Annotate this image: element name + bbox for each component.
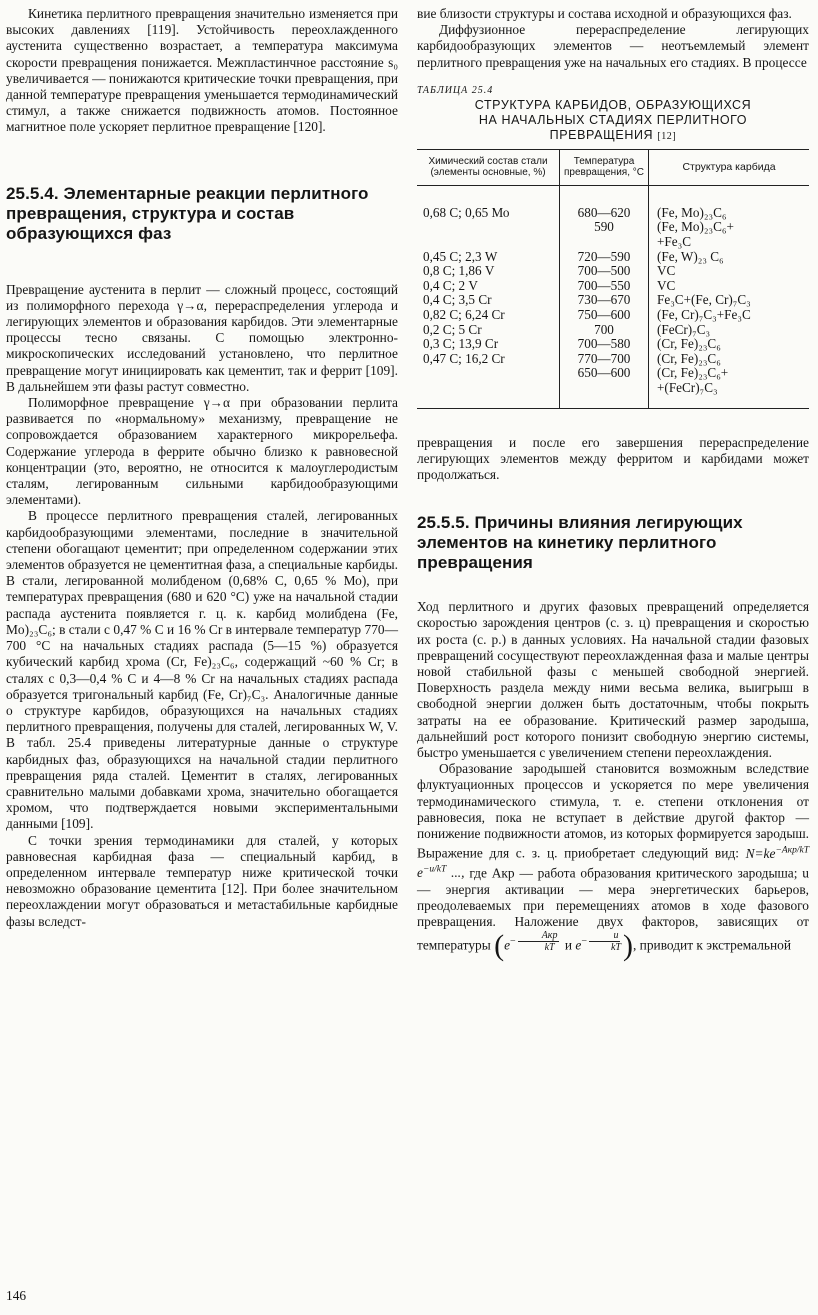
paragraph-austenite-to-pearlite: Превращение аустенита в перлит — сложный процесс, состоящий из полиморфного перехода γ→α, перераспределения углерода и легирующих элементов и образования карбидов. Эти элементарные процессы тесно связаны. С помощью электронно-микроскопических исследований установлено, что перлитное превращение могут инициировать как цементит, так и феррит [109]. В дальнейшем эти фазы растут совместно. bbox=[6, 281, 398, 394]
table-column-temperature bbox=[560, 185, 649, 408]
table-cell: 700—580 bbox=[577, 336, 631, 352]
table-cell: 730—670 bbox=[577, 292, 631, 308]
table-cell: VC bbox=[657, 277, 676, 293]
carbide-structure-table bbox=[417, 149, 809, 409]
formula-dots: ..., bbox=[451, 865, 465, 881]
table-label: ТАБЛИЦА 25.4 bbox=[417, 84, 494, 96]
formula-e: e bbox=[417, 865, 423, 881]
table-cell: (Cr, Fe)₂₃C₆ bbox=[657, 336, 721, 352]
fraction-u-kt bbox=[589, 930, 621, 953]
formula-exponent-1: −Aкр/kT bbox=[775, 845, 809, 856]
table-column-composition bbox=[417, 185, 560, 408]
nucleation-text-a: Образование зародышей становится возможным вследствие флуктуационных процессов и ускоряется по мере увеличения термодинамического стимула, т. е. степени отклонения от равновесия, пока не вступает в действие другой фактор — понижение подвижности атомов, из которых формируется зародыш. Выражение для с. з. ц. приобретает следующий bbox=[417, 761, 809, 861]
table-cell bbox=[423, 235, 555, 250]
paragraph-nucleation-rate: Ход перлитного и других фазовых превращений определяется скоростью зарождения центров (с. з. ц) превращения и скоростью их роста (с. р.) в данных условиях. На начальной стадии фазовых превращений сосуществуют переохлажденная фаза и малые центры новой стабильной фазы с меньшей свободной энергией. Поверхность раздела между ними весьма велика, выигрыш в свободной энергии должен быть достаточным, чтобы покрыть затраты на ее образование. Критический размер зародыша, дальнейший рост которого понизит свободную энергию системы, быстро уменьшается с увеличением степени переохлаждения. bbox=[417, 599, 809, 760]
right-paren: ) bbox=[622, 929, 633, 963]
table-cell: 720—590 bbox=[577, 248, 631, 264]
table-cell: 0,8 С; 1,86 V bbox=[423, 263, 495, 279]
table-title-line-2: НА НАЧАЛЬНЫХ СТАДИЯХ ПЕРЛИТНОГО bbox=[478, 112, 748, 127]
paragraph-nucleation-formula: Образование зародышей становится возможным вследствие флуктуационных процессов и ускоряется по мере увеличения термодинамического стимула, т. е. степени отклонения от равновесия, пока не вступает в действие другой фактор — понижение подвижности атомов, из которых формируется зародыш. Выражение для с. з. ц. приобретает следующий вид: $N=ke^{-Aкр/kT}$ $e^{-u/kT}$ ..., где Aкр — работа образования критического зародыша; u — энергия активации — мера энергетических барьеров, преодолеваемых при перемещениях атомов в ходе фазового превращения. Наложение двух факторов, зависящих от температуры ($e^{- \frac{\text{Aкр}}{kT}}$ и $e^{- \frac{u}{kT}}$ ), приводит к экстремальной bbox=[417, 761, 809, 963]
table-header-temperature: Температура превращения, °С bbox=[560, 149, 649, 185]
table-cell: 770—700 bbox=[577, 350, 631, 366]
table-cell bbox=[423, 366, 555, 381]
left-paren: ( bbox=[494, 929, 505, 963]
table-cell: +(FeCr)₇C₃ bbox=[657, 379, 718, 395]
formula-n: N=ke bbox=[745, 845, 776, 861]
fraction-numerator: u bbox=[589, 930, 620, 942]
paragraph-continuation: вие близости структуры и состава исходной и образующихся фаз. bbox=[417, 6, 792, 21]
fraction-akr-kt bbox=[518, 930, 560, 953]
fraction-numerator: Aкр bbox=[518, 930, 560, 942]
table-cell: 0,4 С; 2 V bbox=[423, 277, 478, 293]
table-cell bbox=[423, 220, 555, 235]
page-number: 146 bbox=[6, 1288, 27, 1303]
paragraph-diffusion-redistribution: Диффузионное перераспределение легирующих карбидообразующих элементов — неотъемлемый элемент перлитного превращения уже на начальных его стадиях. В процессе bbox=[417, 22, 809, 70]
section-heading-25-5-4: 25.5.4. Элементарные реакции перлитного превращения, структура и состав образующихся фаз bbox=[6, 183, 369, 243]
right-column bbox=[417, 6, 809, 961]
table-header-carbide-structure: Структура карбида bbox=[649, 149, 810, 185]
formula-exponent-2: −u/kT bbox=[422, 864, 447, 875]
paragraph-carbide-alloying: В процессе перлитного превращения сталей, легированных карбидообразующими элементами, последние в значительной степени обогащают цементит; при определенном содержании этих элементов образуется не цементитная фаза, а специальные карбиды. В стали, легированной молибденом (0,68% С, 0,65 % Мо), при температурах превращения (680 и 620 °С) уже на начальной стадии распада аустенита появляется г. ц. к. карбид молибдена (Fe, Mo)₂₃C₆; в стали с 0,47 % С и 16 % Cr в интервале температур 770—700 °С на начальных стадиях распада (5—15 %) образуется кубический карбид хрома (Cr, Fe)₂₃C₆, содержащий ~60 % Cr; в сталях с 0,3—0,4 % С и 4—8 % Cr на начальных стадиях распада образуется тригональный карбид (Fe, Cr)₇C₃. Аналогичные данные о структуре карбидов, образующихся на начальных стадиях перлитного превращения, получены для сталей, легированных W, V. В табл. 25.4 приведены литературные данные о структуре карбидных фаз, образующихся на начальной стадии перлитного превращения ряда сталей. Цементит в сталях, легированных сравнительно малыми добавками хрома, значительно обогащается хромом, что подтверждается новыми экспериментальными данными [109]. bbox=[6, 508, 398, 832]
table-cell: 0,2 С; 5 Cr bbox=[423, 321, 482, 337]
table-cell: 0,82 С; 6,24 Cr bbox=[423, 306, 505, 322]
paragraph-thermodynamics: С точки зрения термодинамики для сталей, у которых равновесная карбидная фаза — специальный карбид, в определенном интервале температур ниже критической точки невозможно образование цементита [12]. При более значительном переохлаждении могут образоваться и метастабильные карбидные фазы вследст- bbox=[6, 832, 398, 929]
fraction-denominator: kT bbox=[610, 942, 621, 954]
table-cell: (Fe, W)₂₃ C₆ bbox=[657, 248, 724, 264]
table-cell: 700—550 bbox=[577, 277, 631, 293]
table-header-composition: Химический состав стали (элементы основные, %) bbox=[417, 149, 560, 185]
left-column bbox=[6, 6, 398, 930]
table-cell: (Cr, Fe)₂₃C₆+ bbox=[657, 365, 729, 381]
table-cell: (Fe, Mo)₂₃C₆ bbox=[657, 204, 727, 220]
table-cell: Fe₃C+(Fe, Cr)₇C₃ bbox=[657, 292, 751, 308]
word-and: и bbox=[564, 937, 573, 953]
paragraph-after-table: превращения и после его завершения перераспределение легирующих элементов между ферритом и карбидами может продолжаться. bbox=[417, 434, 809, 482]
table-cell bbox=[562, 235, 646, 250]
table-cell: 0,4 С; 3,5 Cr bbox=[423, 292, 492, 308]
table-cell: (Cr, Fe)₂₃C₆ bbox=[657, 350, 721, 366]
nucleation-text-c: , приводит к экстремальной bbox=[632, 937, 792, 953]
table-reference: [12] bbox=[657, 130, 677, 142]
table-cell: 700—500 bbox=[577, 263, 631, 279]
table-cell: (Fe, Cr)₇C₃+Fe₃C bbox=[657, 306, 751, 322]
table-cell: 700 bbox=[594, 321, 614, 337]
table-row bbox=[417, 185, 809, 408]
table-cell: (Fe, Mo)₂₃C₆+ bbox=[657, 219, 734, 235]
table-cell: 680—620 bbox=[577, 204, 631, 220]
table-cell: +Fe₃C bbox=[657, 234, 692, 249]
table-cell: 0,47 С; 16,2 Cr bbox=[423, 350, 505, 366]
paragraph-polymorphic-transformation: Полиморфное превращение γ→α при образовании перлита развивается по «нормальному» механизму, превращение не сопровождается образованием характерного микрорельефа. Содержание углерода в феррите обычно близко к равновесной концентрации (это, вероятно, не относится к малоуглеродистым сталям, легированным сильными карбидообразующими элементами). bbox=[6, 395, 398, 508]
table-title-line-3: ПРЕВРАЩЕНИЯ bbox=[549, 127, 654, 142]
table-cell: VC bbox=[657, 263, 676, 279]
paragraph-kinetics-pressure: Кинетика перлитного превращения значительно изменяется при высоких давлениях [119]. Устойчивость переохлажденного аустенита существенно возрастает, а температура максимума скорости превращения понижается. Межпластинчное расстояние s₀ увеличивается — понижаются критические точки превращения, при данной температуре превращения уменьшается термодинамический стимул, а также снижается подвижность атомов. Постоянное магнитное поле ускоряет перлитное превращение [120]. bbox=[6, 6, 398, 135]
fraction-denominator: kT bbox=[544, 942, 555, 954]
table-cell: (FeCr)₇C₃ bbox=[657, 321, 711, 337]
table-title bbox=[417, 98, 809, 144]
word-vid: вид: bbox=[714, 845, 739, 861]
table-cell bbox=[562, 381, 646, 396]
table-title-line-1: СТРУКТУРА КАРБИДОВ, ОБРАЗУЮЩИХСЯ bbox=[474, 97, 752, 112]
table-cell: 0,45 С; 2,3 W bbox=[423, 248, 498, 264]
table-cell bbox=[423, 381, 555, 396]
table-cell: 650—600 bbox=[577, 365, 631, 381]
nucleation-text-b: где Aкр — работа образования критического зародыша; u — энергия активации — мера энергетических барьеров, преодолеваемых при перемещениях атомов в ходе фазового превращения. Наложение двух факторов, зависящих от температуры bbox=[417, 865, 809, 953]
table-column-carbide bbox=[649, 185, 810, 408]
table-cell: 590 bbox=[594, 219, 614, 235]
section-heading-25-5-5: 25.5.5. Причины влияния легирующих элементов на кинетику перлитного превращения bbox=[417, 513, 743, 573]
table-cell: 0,68 С; 0,65 Мо bbox=[423, 204, 510, 220]
table-cell: 750—600 bbox=[577, 306, 631, 322]
table-cell: 0,3 С; 13,9 Cr bbox=[423, 336, 499, 352]
